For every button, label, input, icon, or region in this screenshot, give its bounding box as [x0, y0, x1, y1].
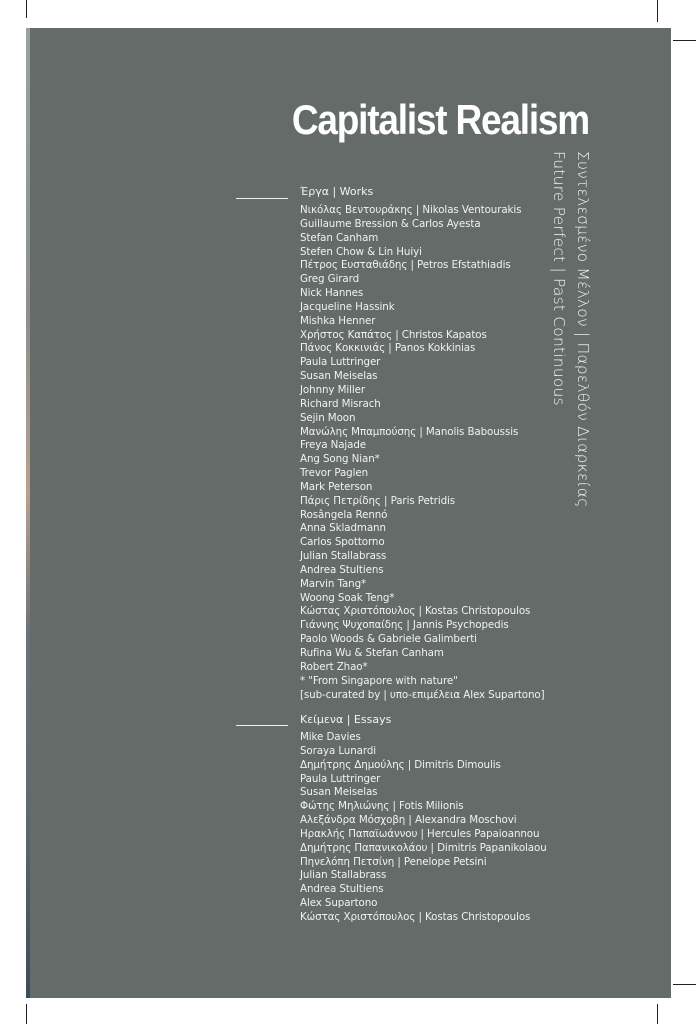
list-item: Γιάννης Ψυχοπαίδης | Jannis Psychopedis	[300, 619, 509, 632]
list-item: Robert Zhao*	[300, 660, 368, 673]
vertical-subtitle	[547, 151, 595, 508]
list-item: Anna Skladmann	[300, 522, 386, 535]
list-item: Paolo Woods & Gabriele Galimberti	[300, 633, 477, 646]
list-item: Greg Girard	[300, 273, 360, 286]
list-item: Αλεξάνδρα Μόσχοβη | Alexandra Moschovi	[300, 814, 517, 827]
crop-mark-right-bottom	[673, 984, 696, 985]
list-item: Mark Peterson	[300, 480, 373, 493]
list-item: Susan Meiselas	[300, 370, 378, 383]
book-title: Capitalist Realism	[291, 97, 589, 143]
list-item: Sejin Moon	[300, 411, 356, 424]
list-item: Ang Song Nian*	[300, 453, 380, 466]
list-item: Rufina Wu & Stefan Canham	[300, 647, 444, 659]
list-item: Johnny Miller	[300, 383, 366, 396]
list-item: Νικόλας Βεντουράκης | Nikolas Ventourakis	[300, 204, 522, 216]
subtitle-english: Future Perfect | Past Continuous	[550, 151, 568, 406]
list-item: Alex Supartono	[300, 897, 378, 910]
list-item: Freya Najade	[300, 439, 367, 452]
list-item: Κώστας Χριστόπουλος | Kostas Christopoulos	[300, 605, 531, 618]
crop-mark-right-top	[673, 40, 696, 41]
list-item: Mishka Henner	[300, 314, 376, 327]
list-item: Rosângela Rennó	[300, 508, 388, 521]
essays-rule	[236, 725, 288, 726]
crop-mark-top-left	[26, 0, 27, 18]
essays-heading: Κείμενα | Essays	[300, 713, 392, 726]
list-item: * "From Singapore with nature"	[300, 674, 458, 687]
crop-mark-top-right	[657, 0, 658, 22]
list-item: Πάνος Κοκκινιάς | Panos Kokkinias	[300, 342, 476, 355]
list-item: Woong Soak Teng*	[300, 591, 395, 604]
list-item: Julian Stallabrass	[300, 869, 387, 882]
list-item: Ηρακλής Παπαϊωάννου | Hercules Papaioannou	[300, 827, 540, 840]
list-item: Jacqueline Hassink	[300, 300, 395, 313]
list-item: Paula Luttringer	[300, 772, 381, 785]
list-item: Χρήστος Καπάτος | Christos Kapatos	[300, 328, 487, 341]
list-item: Stefen Chow & Lin Huiyi	[300, 245, 422, 258]
works-heading: Έργα | Works	[300, 185, 374, 198]
list-item: Πάρις Πετρίδης | Paris Petridis	[300, 494, 456, 507]
list-item: Πηνελόπη Πετσίνη | Penelope Petsini	[300, 855, 487, 868]
list-item: Μανώλης Μπαμπούσης | Manolis Baboussis	[300, 425, 519, 438]
list-item: Richard Misrach	[300, 397, 381, 410]
list-item: Soraya Lunardi	[300, 744, 377, 757]
list-item: Julian Stallabrass	[300, 550, 387, 563]
works-list	[300, 204, 545, 702]
list-item: Πέτρος Ευσταθιάδης | Petros Efstathiadis	[300, 259, 511, 272]
list-item: Stefan Canham	[300, 231, 379, 244]
list-item: Andrea Stultiens	[300, 563, 384, 576]
list-item: Carlos Spottorno	[300, 536, 385, 549]
subtitle-greek: Συντελεσμένο Μέλλον | Παρελθόν Διαρκείας	[574, 151, 592, 508]
works-rule	[236, 198, 288, 199]
list-item: Φώτης Μηλιώνης | Fotis Milionis	[300, 800, 464, 813]
crop-mark-bottom-left	[26, 1004, 27, 1024]
list-item: [sub-curated by | υπο-επιμέλεια Alex Supartono]	[300, 688, 545, 701]
list-item: Susan Meiselas	[300, 786, 378, 799]
list-item: Δημήτρης Δημούλης | Dimitris Dimoulis	[300, 758, 501, 771]
list-item: Trevor Paglen	[300, 467, 369, 480]
list-item: Andrea Stultiens	[300, 883, 384, 896]
crop-mark-bottom-right	[657, 1004, 658, 1024]
list-item: Paula Luttringer	[300, 356, 381, 369]
list-item: Nick Hannes	[300, 287, 364, 300]
list-item: Κώστας Χριστόπουλος | Kostas Christopoulos	[300, 910, 531, 923]
list-item: Marvin Tang*	[300, 577, 367, 590]
list-item: Δημήτρης Παπανικολάου | Dimitris Papanikolaou	[300, 841, 547, 854]
list-item: Guillaume Bression & Carlos Ayesta	[300, 217, 481, 230]
list-item: Mike Davies	[300, 731, 361, 743]
book-cover	[30, 28, 671, 998]
essays-list	[300, 731, 547, 925]
